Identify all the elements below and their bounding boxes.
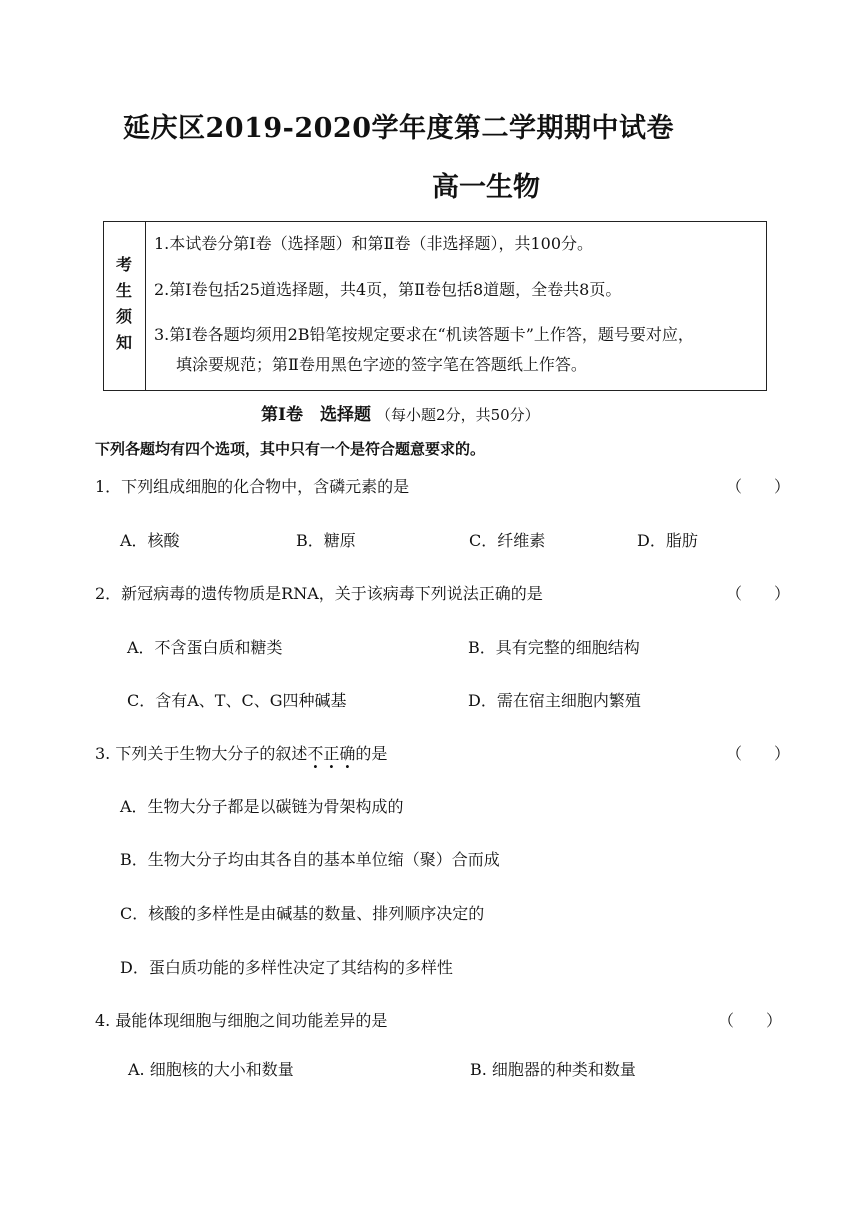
option-d: D．蛋白质功能的多样性决定了其结构的多样性 bbox=[120, 958, 453, 977]
answer-paren: （ ） bbox=[726, 744, 791, 763]
option-b: B. 细胞器的种类和数量 bbox=[470, 1060, 636, 1079]
question-3-stem-before: 3. 下列关于生物大分子的叙述 bbox=[95, 744, 308, 763]
option-b: B．糖原 bbox=[296, 531, 356, 550]
notice-label-cell bbox=[104, 222, 146, 390]
answer-paren: （ ） bbox=[718, 1011, 783, 1030]
question-3-stem bbox=[95, 741, 387, 764]
notice-label-char: 考 bbox=[116, 255, 133, 274]
option-c: C．核酸的多样性是由碱基的数量、排列顺序决定的 bbox=[120, 904, 485, 923]
section-title: 第Ⅰ卷 选择题 bbox=[261, 405, 371, 425]
option-b: B．生物大分子均由其各自的基本单位缩（聚）合而成 bbox=[120, 850, 500, 869]
notice-item: 1.本试卷分第Ⅰ卷（选择题）和第Ⅱ卷（非选择题），共100分。 bbox=[154, 234, 594, 253]
answer-paren: （ ） bbox=[726, 584, 791, 603]
option-a: A. 细胞核的大小和数量 bbox=[128, 1060, 294, 1079]
section-instruction: 下列各题均有四个选项，其中只有一个是符合题意要求的。 bbox=[95, 440, 486, 458]
emphasis-char: 确 bbox=[339, 744, 356, 763]
question-4-stem: 4. 最能体现细胞与细胞之间功能差异的是 bbox=[95, 1011, 388, 1030]
notice-item: 2.第Ⅰ卷包括25道选择题，共4页，第Ⅱ卷包括8道题，全卷共8页。 bbox=[154, 280, 622, 299]
emphasis-char: 不 bbox=[307, 744, 324, 763]
option-a: A．不含蛋白质和糖类 bbox=[127, 638, 283, 657]
option-c: C．含有A、T、C、G四种碱基 bbox=[127, 691, 347, 710]
page-title: 延庆区2019-2020学年度第二学期期中试卷 bbox=[123, 113, 674, 144]
notice-label-char: 生 bbox=[116, 281, 133, 300]
option-d: D．脂肪 bbox=[637, 531, 698, 550]
option-b: B．具有完整的细胞结构 bbox=[468, 638, 640, 657]
section-note: （每小题2分，共50分） bbox=[376, 406, 540, 424]
option-a: A．生物大分子都是以碳链为骨架构成的 bbox=[120, 797, 404, 816]
question-1-stem: 1．下列组成细胞的化合物中，含磷元素的是 bbox=[95, 477, 410, 496]
notice-label-char: 知 bbox=[116, 333, 133, 352]
emphasis-char: 正 bbox=[323, 744, 340, 763]
notice-item: 填涂要规范；第Ⅱ卷用黑色字迹的签字笔在答题纸上作答。 bbox=[176, 355, 587, 374]
section-heading bbox=[261, 400, 540, 425]
answer-paren: （ ） bbox=[726, 477, 791, 496]
question-3-stem-after: 的是 bbox=[355, 744, 388, 763]
option-c: C．纤维素 bbox=[469, 531, 546, 550]
notice-item: 3.第Ⅰ卷各题均须用2B铅笔按规定要求在“机读答题卡”上作答，题号要对应， bbox=[154, 325, 694, 344]
page-subtitle: 高一生物 bbox=[432, 172, 540, 203]
option-d: D．需在宿主细胞内繁殖 bbox=[468, 691, 641, 710]
question-2-stem: 2．新冠病毒的遗传物质是RNA，关于该病毒下列说法正确的是 bbox=[95, 584, 543, 603]
notice-label-char: 须 bbox=[116, 307, 133, 326]
notice-box bbox=[103, 221, 767, 391]
option-a: A．核酸 bbox=[120, 531, 180, 550]
